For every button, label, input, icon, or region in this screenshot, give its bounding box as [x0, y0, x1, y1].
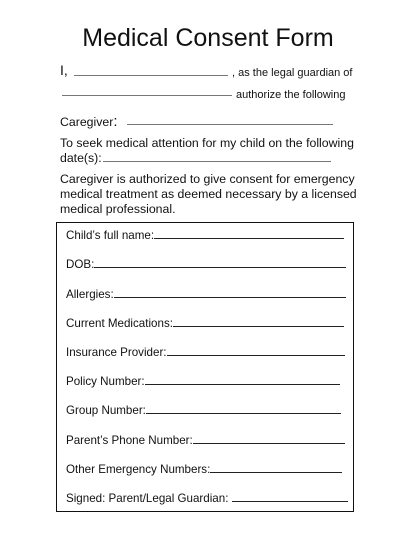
policy-number-field[interactable]: Policy Number:	[66, 372, 340, 389]
caregiver-label: Caregiver:	[60, 113, 118, 130]
guardian-name-field[interactable]	[74, 75, 228, 76]
group-number-field[interactable]: Group Number:	[66, 401, 341, 418]
current-medications-field[interactable]: Current Medications:	[66, 314, 344, 331]
seek-attention-text: To seek medical attention for my child on the following date(s):	[60, 136, 354, 165]
form-title: Medical Consent Form	[82, 24, 334, 52]
authorization-paragraph: Caregiver is authorized to give consent for emergency medical treatment as deemed necessary by a licensed medical professional.	[60, 172, 357, 216]
caregiver-field[interactable]	[127, 124, 333, 125]
guardian-of-label: , as the legal guardian of	[232, 67, 353, 79]
guardian-signature-field[interactable]: Signed: Parent/Legal Guardian:	[66, 489, 348, 506]
authorize-label: authorize the following	[236, 89, 346, 101]
insurance-provider-field[interactable]: Insurance Provider:	[66, 343, 345, 360]
guardian-i-label: I,	[60, 62, 68, 78]
other-emergency-numbers-field[interactable]: Other Emergency Numbers:	[66, 460, 342, 477]
child-name-line-field[interactable]	[62, 95, 232, 96]
allergies-field[interactable]: Allergies:	[66, 285, 346, 302]
dates-field[interactable]	[103, 161, 331, 162]
guardian-line-prefix	[60, 62, 68, 79]
dob-field[interactable]: DOB:	[66, 255, 346, 272]
child-full-name-field[interactable]: Child’s full name:	[66, 226, 344, 243]
parents-phone-number-field[interactable]: Parent’s Phone Number:	[66, 431, 345, 448]
